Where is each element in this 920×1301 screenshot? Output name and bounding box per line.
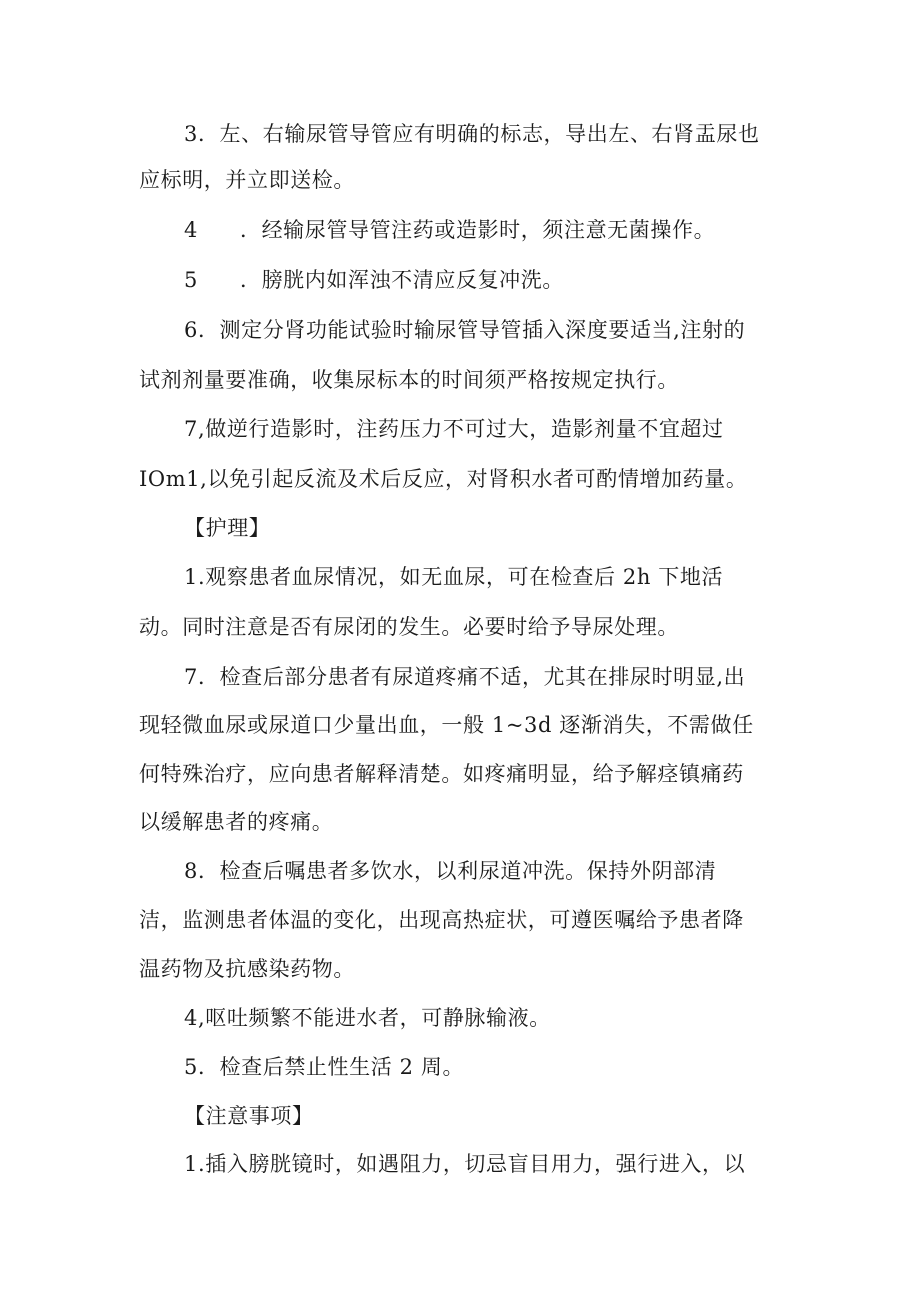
section-heading-nursing: 【护理】 (184, 516, 271, 540)
notes-item-1-line-1: 1.插入膀胱镜时，如遇阻力，切忌盲目用力，强行进入，以 (184, 1152, 746, 1176)
paragraph-4-number: 4 (184, 218, 198, 242)
paragraph-3-line-1: 3．左、右输尿管导管应有明确的标志，导出左、右肾盂尿也 (184, 122, 760, 146)
paragraph-3-line-2: 应标明，并立即送检。 (139, 168, 355, 192)
nursing-item-8-line-1: 8．检查后嘱患者多饮水，以利尿道冲洗。保持外阴部清 (184, 859, 717, 883)
paragraph-6-line-2: 试剂剂量要准确，收集尿标本的时间须严格按规定执行。 (139, 368, 679, 392)
nursing-item-4: 4,呕吐频繁不能进水者，可静脉输液。 (184, 1006, 551, 1030)
nursing-item-8-line-2: 洁，监测患者体温的变化，出现高热症状，可遵医嘱给予患者降 (139, 908, 744, 932)
paragraph-5 (184, 266, 564, 294)
nursing-item-5: 5．检查后禁止性生活 2 周。 (184, 1055, 465, 1079)
paragraph-7-line-1: 7,做逆行造影时，注药压力不可过大，造影剂量不宜超过 (184, 417, 724, 441)
paragraph-5-number: 5 (184, 268, 198, 292)
paragraph-5-text: ．膀胱内如浑浊不清应反复冲洗。 (239, 268, 564, 292)
section-heading-notes: 【注意事项】 (184, 1104, 314, 1128)
nursing-item-7-line-1: 7．检查后部分患者有尿道疼痛不适，尤其在排尿时明显,出 (184, 665, 746, 689)
nursing-item-1-line-2: 动。同时注意是否有尿闭的发生。必要时给予导尿处理。 (139, 615, 679, 639)
paragraph-7-line-2: IOm1,以免引起反流及术后反应，对肾积水者可酌情增加药量。 (139, 467, 748, 491)
nursing-item-8-line-3: 温药物及抗感染药物。 (139, 957, 355, 981)
paragraph-6-line-1: 6．测定分肾功能试验时输尿管导管插入深度要适当,注射的 (184, 318, 746, 342)
nursing-item-7-line-4: 以缓解患者的疼痛。 (139, 810, 334, 834)
nursing-item-7-line-3: 何特殊治疗，应向患者解释清楚。如疼痛明显，给予解痉镇痛药 (139, 762, 744, 786)
paragraph-4 (184, 216, 715, 244)
nursing-item-1-line-1: 1.观察患者血尿情况，如无血尿，可在检查后 2h 下地活 (184, 565, 724, 589)
nursing-item-7-line-2: 现轻微血尿或尿道口少量出血，一般 1~3d 逐渐消失，不需做任 (139, 713, 754, 737)
paragraph-4-text: ．经输尿管导管注药或造影时，须注意无菌操作。 (239, 218, 716, 242)
